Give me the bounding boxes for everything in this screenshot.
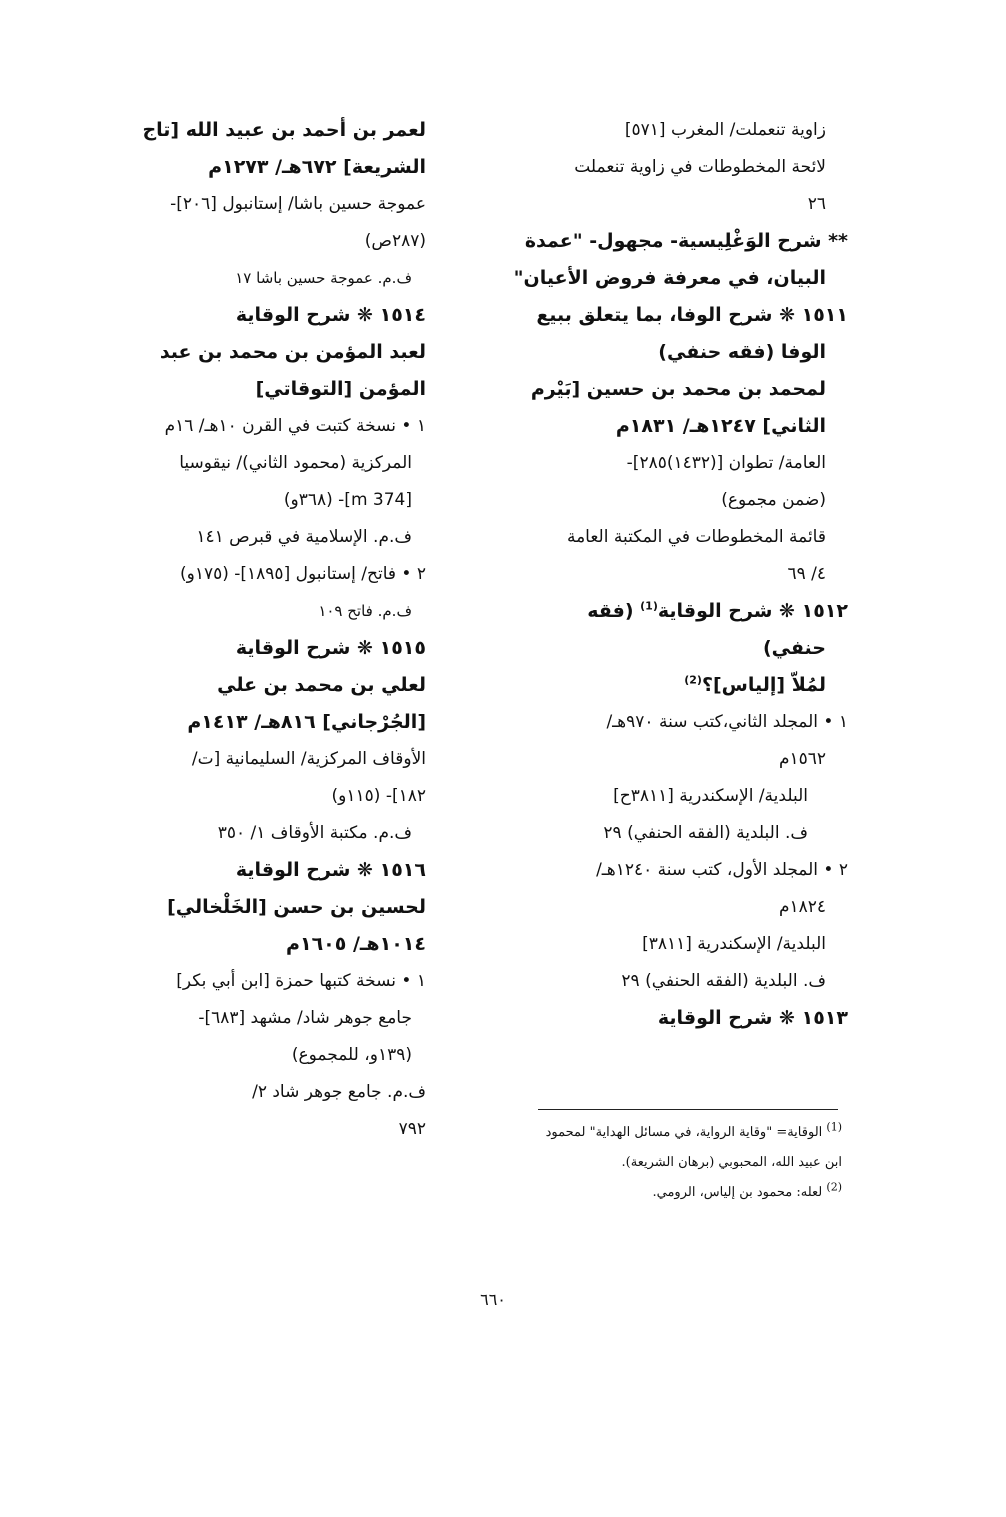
text-line: البلدية/ الإسكندرية [٣٨١١] bbox=[642, 934, 826, 954]
author-line: لعمر بن أحمد بن عبيد الله [تاج bbox=[142, 119, 426, 141]
footnote-1-continued: ابن عبيد الله، المحبوبي (برهان الشريعة). bbox=[621, 1155, 842, 1170]
left-column bbox=[108, 112, 426, 1148]
text-line: ١ • نسخة كتبها حمزة [ابن أبي بكر] bbox=[176, 971, 426, 991]
author-line: الثاني] ١٢٤٧هـ/ ١٨٣١م bbox=[615, 415, 826, 437]
entry-heading: ** شرح الوَغْلِيسية- مجهول- "عمدة bbox=[524, 230, 848, 252]
entry-heading: ١٥١٢ ❋ شرح الوقاية$^{(1)}$ (فقه bbox=[587, 599, 848, 622]
text-line: ١ • نسخة كتبت في القرن ١٠هـ/ ١٦م bbox=[164, 416, 426, 436]
entry-heading: ١٥١٤ ❋ شرح الوقاية bbox=[235, 304, 426, 326]
text-line: (١٣٩و، للمجموع) bbox=[291, 1045, 412, 1065]
text-line: (٢٨٧ص) bbox=[364, 231, 426, 251]
text-line: ٤/ ٦٩ bbox=[787, 564, 826, 584]
text-line: [m 374]- (٣٦٨و) bbox=[283, 490, 412, 510]
entry-heading: ١٥١٥ ❋ شرح الوقاية bbox=[235, 637, 426, 659]
author-line: لمحمد بن محمد بن حسين [بَيْرم bbox=[530, 378, 826, 400]
right-column bbox=[504, 112, 848, 1037]
footnote-marker: (2) bbox=[826, 1180, 842, 1194]
text-line: قائمة المخطوطات في المكتبة العامة bbox=[566, 527, 826, 547]
author-line: المؤمن [التوقاتي] bbox=[255, 378, 426, 400]
entry-heading: البيان، في معرفة فروض الأعيان" bbox=[513, 267, 826, 289]
text-line: ف.م. الإسلامية في قبرص ١٤١ bbox=[196, 527, 412, 547]
author-line: الشريعة] ٦٧٢هـ/ ١٢٧٣م bbox=[208, 156, 426, 178]
footnote-text: الوقاية= "وقاية الرواية، في مسائل الهداية" لمحمود bbox=[545, 1125, 827, 1140]
footnote-2 bbox=[480, 1178, 842, 1208]
entry-heading: حنفي) bbox=[762, 637, 826, 659]
text-line: ٧٩٢ bbox=[398, 1119, 426, 1139]
author-line: [الجُرْجاني] ٨١٦هـ/ ١٤١٣م bbox=[187, 711, 426, 733]
footnotes bbox=[480, 1118, 842, 1208]
footnote-text: لعله: محمود بن إلياس، الرومي. bbox=[652, 1185, 827, 1200]
text-line: ٢ • فاتح/ إستانبول [١٨٩٥]- (١٧٥و) bbox=[179, 564, 426, 584]
text-line: عموجة حسين باشا/ إستانبول [٢٠٦]- bbox=[170, 194, 426, 214]
text-line: الأوقاف المركزية/ السليمانية [ت/ bbox=[191, 749, 426, 769]
text-line: ١ • المجلد الثاني،كتب سنة ٩٧٠هـ/ bbox=[606, 712, 848, 732]
text-line: ف.م. جامع جوهر شاد ٢/ bbox=[252, 1082, 426, 1102]
author-line: لعبد المؤمن بن محمد بن عبد bbox=[159, 341, 426, 363]
entry-heading: ١٥١٣ ❋ شرح الوقاية bbox=[657, 1007, 848, 1029]
text-line: ٢ • المجلد الأول، كتب سنة ١٢٤٠هـ/ bbox=[596, 860, 848, 880]
footnote-1 bbox=[480, 1118, 842, 1148]
author-line: ١٠١٤هـ/ ١٦٠٥م bbox=[286, 933, 426, 955]
text-line: جامع جوهر شاد/ مشهد [٦٨٣]- bbox=[198, 1008, 412, 1028]
text-line: العامة/ تطوان [(١٤٣٢)٢٨٥]- bbox=[626, 453, 826, 473]
text-line: ف. البلدية (الفقه الحنفي) ٢٩ bbox=[603, 823, 808, 843]
entry-heading: الوفا (فقه حنفي) bbox=[658, 341, 826, 363]
text-line: ١٨٢]- (١١٥و) bbox=[331, 786, 426, 806]
author-line: لعلي بن محمد بن علي bbox=[217, 674, 426, 696]
author-line: لحسين بن حسن [الخَلْخالي] bbox=[167, 896, 426, 918]
text-line: ف.م. مكتبة الأوقاف ١/ ٣٥٠ bbox=[217, 823, 412, 843]
footnote-ref: (1) bbox=[640, 599, 658, 613]
text-line: ٢٦ bbox=[807, 194, 826, 214]
page-number: ٦٦٠ bbox=[480, 1290, 506, 1309]
text-line: ١٥٦٢م bbox=[778, 749, 826, 769]
text-line: ف.م. عموجة حسين باشا ١٧ bbox=[235, 269, 412, 287]
text-line: زاوية تنعملت/ المغرب [٥٧١] bbox=[624, 120, 826, 140]
footnote-divider bbox=[538, 1109, 838, 1110]
text-line: المركزية (محمود الثاني)/ نيقوسيا bbox=[179, 453, 412, 473]
text-line: (ضمن مجموع) bbox=[721, 490, 826, 510]
text-line: ف.م. فاتح ١٠٩ bbox=[318, 602, 412, 620]
text-line: ١٨٢٤م bbox=[778, 897, 826, 917]
text-line: ف. البلدية (الفقه الحنفي) ٢٩ bbox=[621, 971, 826, 991]
entry-heading: ١٥١٦ ❋ شرح الوقاية bbox=[235, 859, 426, 881]
text-line: البلدية/ الإسكندرية [٣٨١١ح] bbox=[613, 786, 808, 806]
footnote-ref: (2) bbox=[684, 673, 702, 687]
text-line: لائحة المخطوطات في زاوية تنعملت bbox=[574, 157, 826, 177]
footnote-marker: (1) bbox=[826, 1120, 842, 1134]
entry-heading: ١٥١١ ❋ شرح الوفا، بما يتعلق ببيع bbox=[536, 304, 848, 326]
author-line: لمُلاّ [إلياس]؟$^{(2)}$ bbox=[684, 673, 826, 696]
